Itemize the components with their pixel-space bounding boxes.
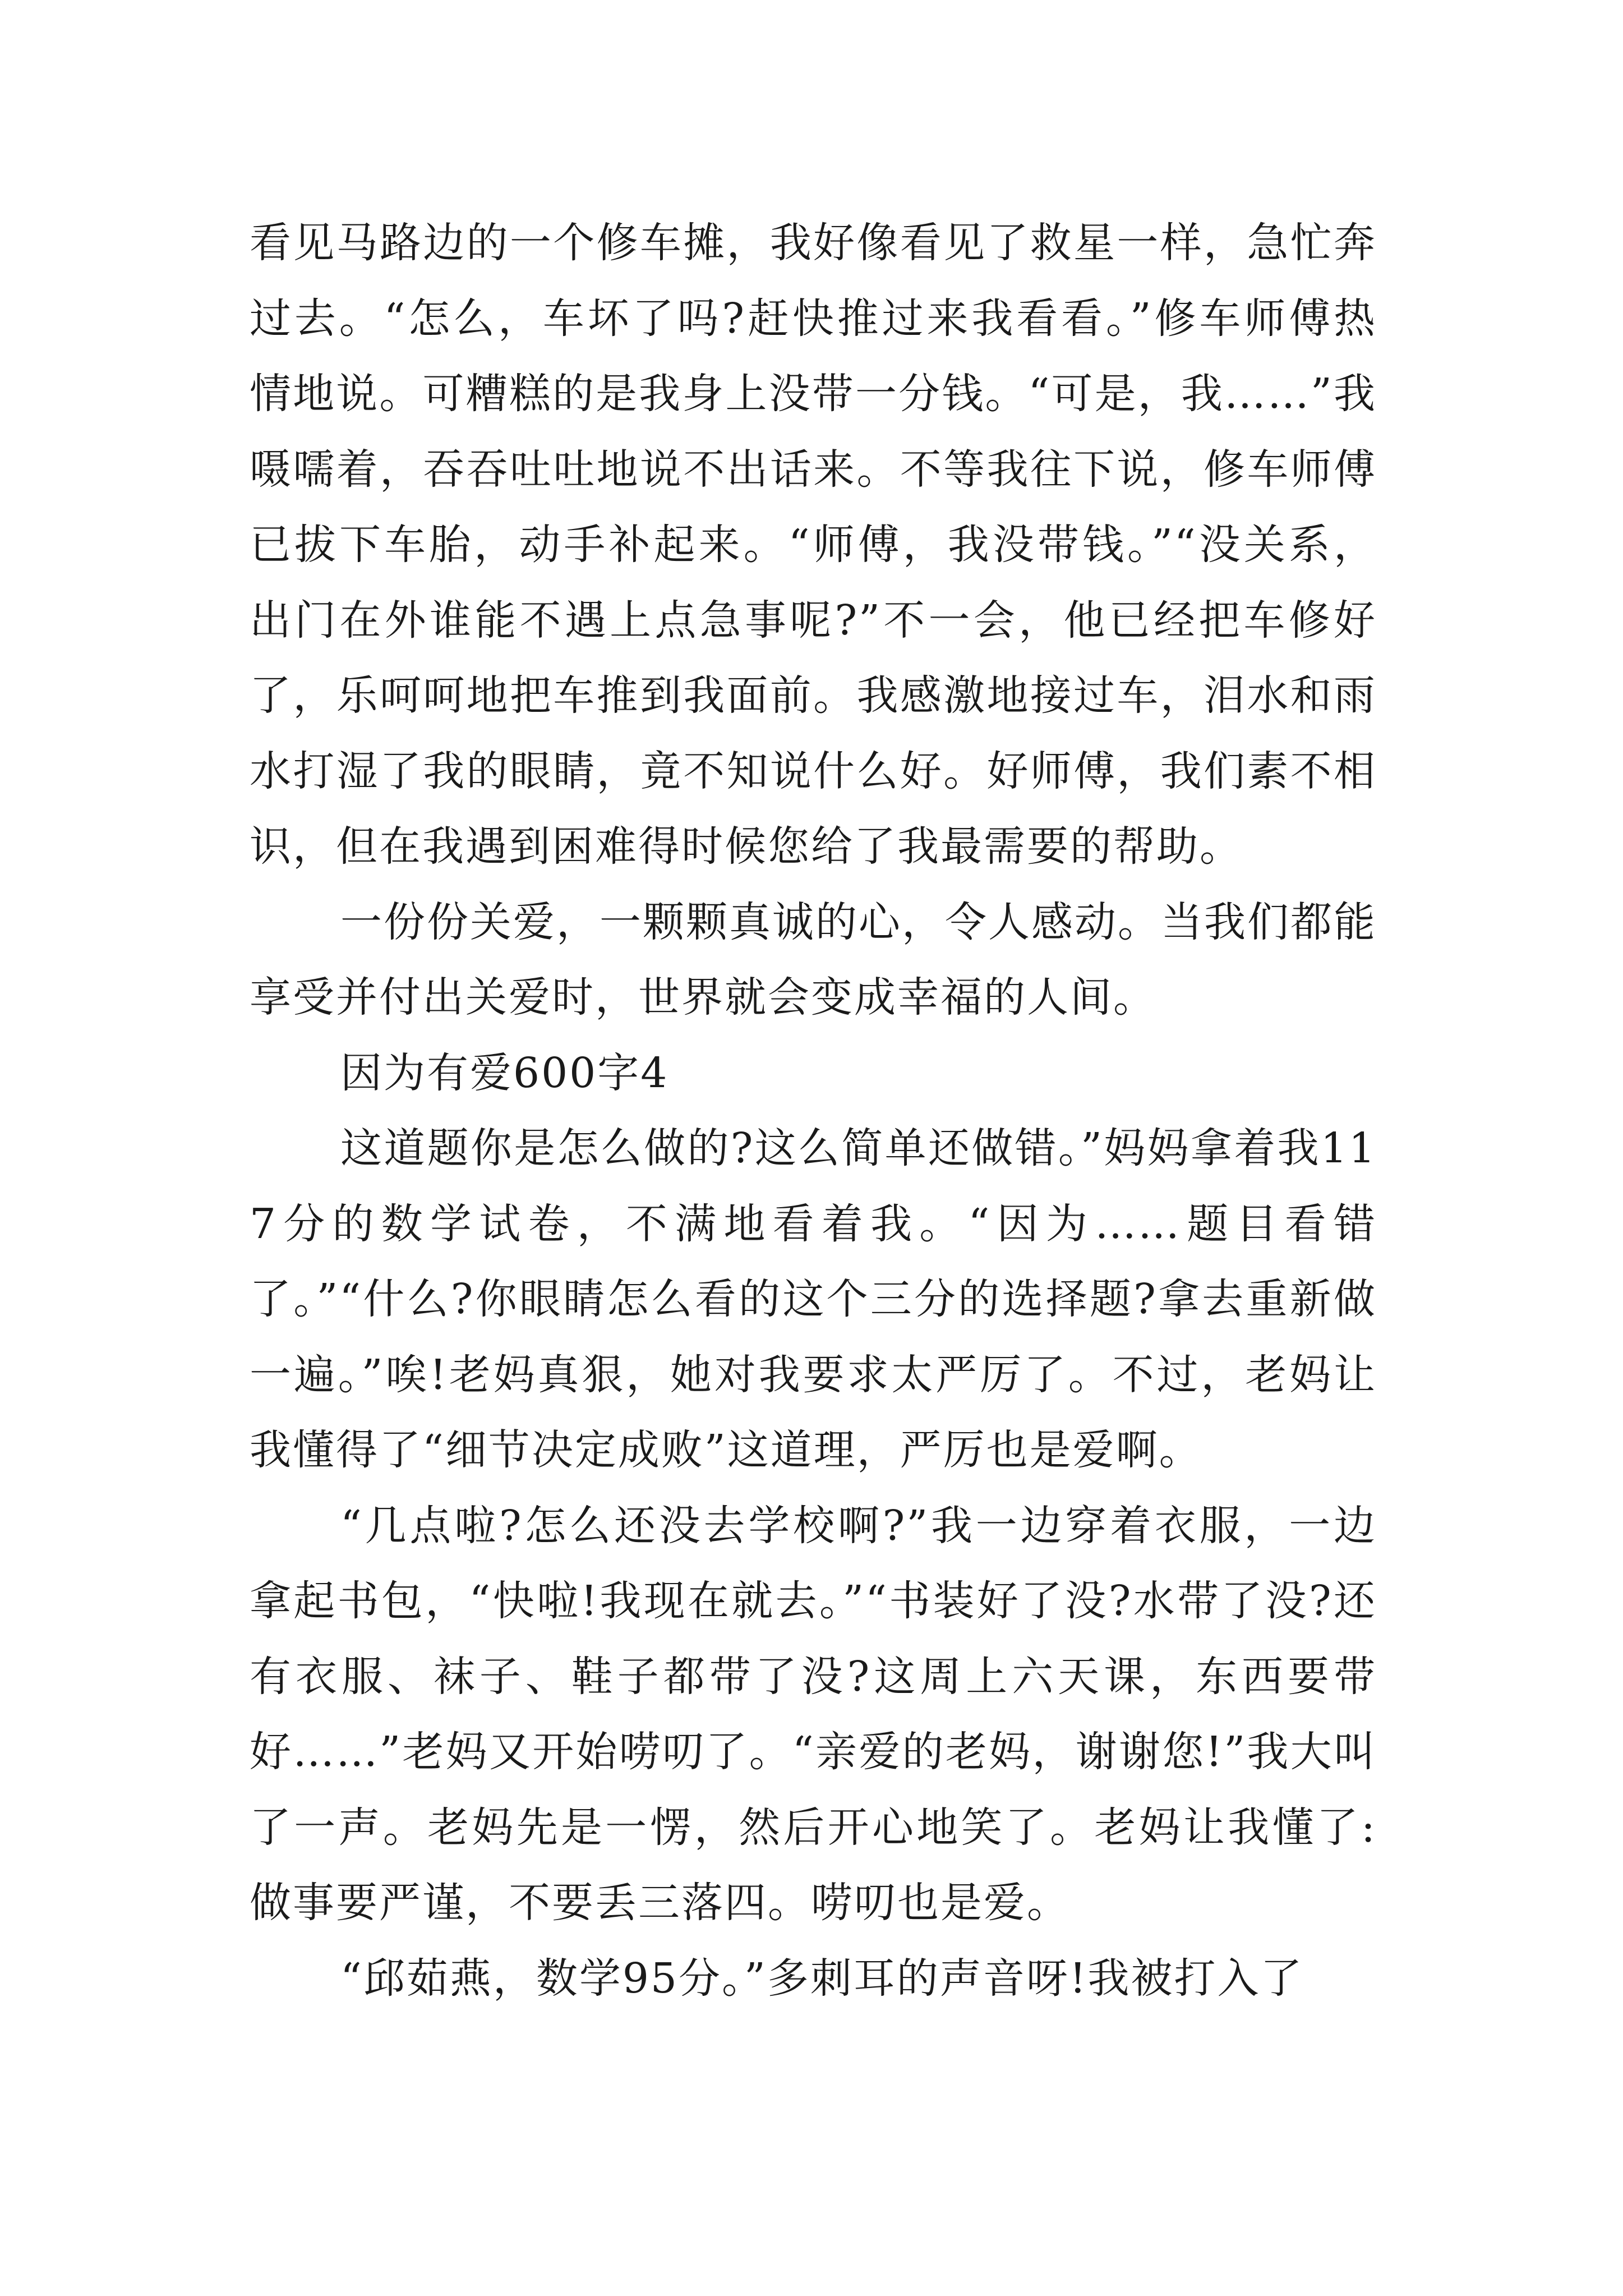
paragraph-repair-stall: 看见马路边的一个修车摊，我好像看见了救星一样，急忙奔过去。“怎么，车坏了吗?赶快推过来我看看。”修车师傅热情地说。可糟糕的是我身上没带一分钱。“可是，我……”我嗫嚅着，吞吞吐吐地说不出话来。不等我往下说，修车师傅已拔下车胎，动手补起来。“师傅，我没带钱。”“没关系，出门在外谁能不遇上点急事呢?”不一会，他已经把车修好了，乐呵呵地把车推到我面前。我感激地接过车，泪水和雨水打湿了我的眼睛，竟不知说什么好。好师傅，我们素不相识，但在我遇到困难得时候您给了我最需要的帮助。 <box>250 219 1377 871</box>
paragraph-school-morning: “几点啦?怎么还没去学校啊?”我一边穿着衣服，一边拿起书包，“快啦!我现在就去。”“书装好了没?水带了没?还有衣服、袜子、鞋子都带了没?这周上六天课，东西要带好……”老妈又开始唠叨了。“亲爱的老妈，谢谢您!”我大叫了一声。老妈先是一愣，然后开心地笑了。老妈让我懂了:做事要严谨，不要丢三落四。唠叨也是爱。 <box>250 1501 1377 1927</box>
paragraph-math-test: 这道题你是怎么做的?这么简单还做错。”妈妈拿着我117分的数学试卷，不满地看着我。“因为……题目看错了。”“什么?你眼睛怎么看的这个三分的选择题?拿去重新做一遍。”唉!老妈真狠，她对我要求太严厉了。不过，老妈让我懂得了“细节决定成败”这道理，严厉也是爱啊。 <box>250 1124 1377 1474</box>
body-text <box>250 205 1377 2016</box>
paragraph-conclusion: 一份份关爱，一颗颗真诚的心，令人感动。当我们都能享受并付出关爱时，世界就会变成幸福的人间。 <box>250 898 1377 1022</box>
section-heading: 因为有爱600字4 <box>340 1048 669 1097</box>
paragraph-math-score: “邱茹燕，数学95分。”多刺耳的声音呀!我被打入了 <box>340 1954 1304 2003</box>
